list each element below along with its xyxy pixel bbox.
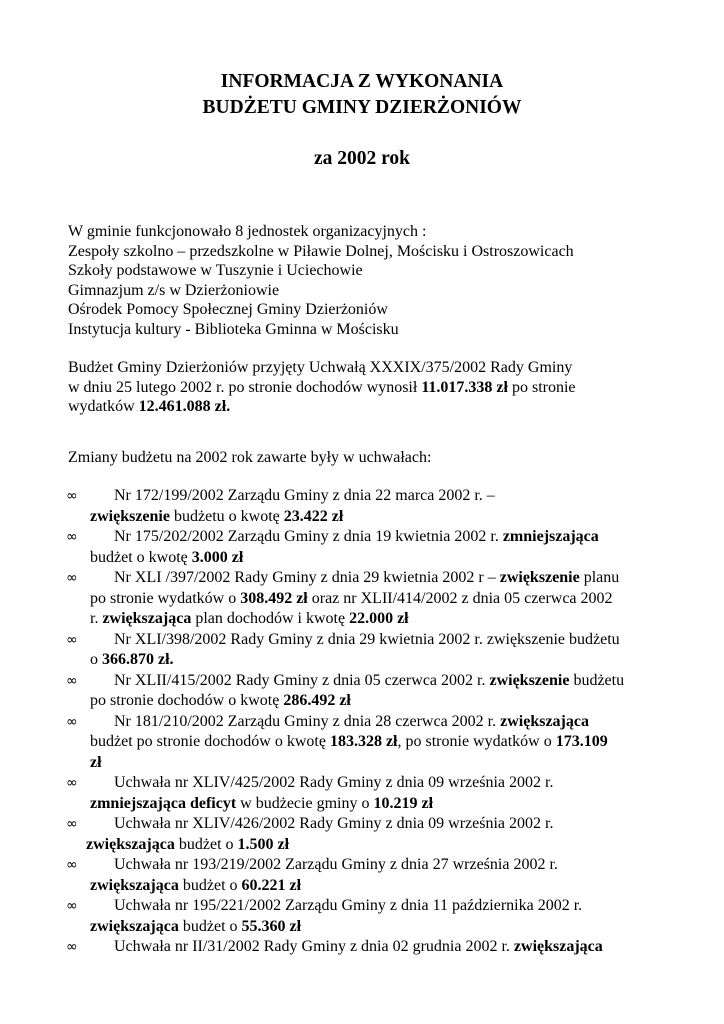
item-text: oraz nr XLII/414/2002 z dnia 05 czerwca 2002 [307, 589, 613, 607]
item-text [66, 527, 696, 548]
item-bold: zwiększająca [102, 610, 192, 627]
infinity-bullet-icon: ∞ [66, 529, 78, 545]
item-amount: 366.870 zł. [102, 651, 174, 668]
item-text: Uchwała nr XLIV/425/2002 Rady Gminy z dnia 09 września 2002 r. [114, 774, 554, 791]
intro-lead: W gminie funkcjonowało 8 jednostek organizacyjnych : [68, 223, 427, 240]
item-text [66, 712, 696, 733]
infinity-bullet-icon: ∞ [66, 898, 78, 914]
item-bold: zmniejszająca deficyt [90, 794, 237, 812]
infinity-bullet-icon: ∞ [66, 570, 78, 586]
item-text: w budżecie gminy o [236, 794, 374, 812]
item-text [66, 937, 696, 958]
item-text: budżetu [569, 671, 625, 689]
infinity-bullet-icon: ∞ [66, 713, 78, 730]
item-text: , po stronie wydatków o [397, 733, 556, 750]
item-amount: 1.500 zł [237, 835, 290, 853]
list-item [66, 630, 696, 671]
budget-text: wydatków [68, 398, 139, 415]
infinity-bullet-icon: ∞ [66, 631, 78, 648]
item-text: Nr 175/202/2002 Zarządu Gminy z dnia 19 kwietnia 2002 r. [114, 528, 503, 545]
list-item [66, 773, 696, 814]
item-text: Nr XLI/398/2002 Rady Gminy z dnia 29 kwietnia 2002 r. zwiększenie budżetu [114, 630, 620, 648]
changes-heading: Zmiany budżetu na 2002 rok zawarte były w uchwałach: [68, 449, 432, 466]
unit-item: Instytucja kultury - Biblioteka Gminna w Mościsku [68, 320, 399, 338]
list-item [66, 671, 696, 712]
list-item [66, 527, 696, 568]
item-text [66, 589, 696, 610]
item-amount: 23.422 zł [283, 507, 344, 525]
item-text: Nr XLI /397/2002 Rady Gminy z dnia 29 kwietnia 2002 r – [114, 569, 500, 586]
item-amount: 60.221 zł [241, 876, 302, 894]
item-bold: zwiększająca [90, 917, 179, 935]
item-text: Nr 181/210/2002 Zarządu Gminy z dnia 28 czerwca 2002 r. [114, 712, 501, 730]
item-bold: zwiększająca [90, 876, 179, 894]
unit-item: Zespoły szkolno – przedszkolne w Piławie Dolnej, Mościsku i Ostroszowicach [68, 242, 574, 260]
item-text: Uchwała nr 193/219/2002 Zarządu Gminy z dnia 27 września 2002 r. [114, 856, 558, 873]
item-text: r. [90, 610, 103, 627]
item-amount: 3.000 zł [191, 548, 244, 566]
item-bold: zwiększenie [90, 507, 170, 525]
item-text [66, 732, 696, 753]
item-text: budżet po stronie dochodów o kwotę [90, 733, 330, 750]
item-text [66, 609, 696, 630]
item-amount: 10.219 zł [373, 794, 434, 812]
item-bold: zwiększająca [500, 712, 589, 730]
item-text [66, 876, 696, 897]
budget-expenses: 12.461.088 zł. [138, 398, 231, 415]
item-bold: zmniejszająca [502, 528, 599, 545]
infinity-bullet-icon: ∞ [66, 939, 78, 955]
item-amount: zł [90, 753, 102, 771]
item-text [66, 548, 696, 569]
item-text [66, 835, 696, 856]
list-item [66, 855, 696, 896]
intro-section [68, 222, 688, 339]
list-item [66, 568, 696, 630]
list-item [66, 896, 696, 937]
item-text [66, 691, 696, 712]
item-amount: 173.109 [555, 733, 608, 750]
list-item [66, 486, 696, 527]
item-text: budżetu o kwotę [169, 507, 284, 525]
item-text [66, 917, 696, 938]
infinity-bullet-icon: ∞ [66, 775, 78, 791]
item-text: o [90, 651, 102, 668]
list-item [66, 814, 696, 855]
item-amount: 286.492 zł [283, 692, 351, 709]
unit-item: Szkoły podstawowe w Tuszynie i Uciechowie [68, 262, 363, 279]
document-title-line-1: INFORMACJA Z WYKONANIA [220, 71, 504, 92]
unit-item: Ośrodek Pomocy Społecznej Gminy Dzierżoniów [68, 301, 388, 318]
item-amount: 22.000 zł [349, 610, 409, 627]
document-title-year: za 2002 rok [313, 148, 411, 169]
infinity-bullet-icon: ∞ [66, 672, 78, 689]
item-text: po stronie dochodów o kwotę [90, 692, 284, 709]
infinity-bullet-icon: ∞ [66, 488, 78, 504]
resolutions-list [66, 486, 696, 958]
budget-line [68, 397, 688, 417]
item-text: budżet o kwotę [90, 548, 192, 566]
budget-income: 11.017.338 zł [421, 378, 508, 396]
item-text: Uchwała nr XLIV/426/2002 Rady Gminy z dnia 09 września 2002 r. [114, 815, 554, 832]
budget-line [68, 378, 688, 398]
item-text: po stronie wydatków o [90, 589, 241, 607]
document-title-line-2: BUDŻETU GMINY DZIERŻONIÓW [202, 97, 522, 118]
budget-text: w dniu 25 lutego 2002 r. po stronie dochodów wynosił [68, 378, 422, 396]
list-item [66, 712, 696, 774]
item-text: Uchwała nr 195/221/2002 Zarządu Gminy z dnia 11 października 2002 r. [114, 897, 583, 914]
item-text [66, 650, 696, 671]
item-bold: zwiększenie [489, 671, 570, 689]
item-text: budżet o [178, 917, 242, 935]
item-text [66, 671, 696, 692]
item-bold: zwiększająca [513, 938, 603, 955]
unit-item: Gimnazjum z/s w Dzierżoniowie [68, 281, 280, 299]
budget-line: Budżet Gminy Dzierżoniów przyjęty Uchwałą XXXIX/375/2002 Rady Gminy [68, 359, 573, 376]
list-item [66, 937, 696, 958]
item-text [66, 507, 696, 528]
item-amount: 308.492 zł [240, 589, 308, 607]
item-text: Uchwała nr II/31/2002 Rady Gminy z dnia 02 grudnia 2002 r. [114, 938, 514, 955]
item-text [66, 753, 696, 774]
item-text: budżet o [178, 876, 242, 894]
item-amount: 55.360 zł [241, 917, 302, 935]
item-amount: 183.328 zł [329, 733, 398, 750]
item-text [66, 568, 696, 589]
item-bold: zwiększająca [86, 835, 175, 853]
item-text: Nr XLII/415/2002 Rady Gminy z dnia 05 czerwca 2002 r. [114, 671, 490, 689]
item-text: budżet o [174, 835, 238, 853]
infinity-bullet-icon: ∞ [66, 857, 78, 873]
item-bold: zwiększenie [499, 569, 580, 586]
budget-paragraph [68, 358, 688, 417]
item-text: planu [579, 569, 620, 586]
item-text: plan dochodów i kwotę [191, 610, 350, 627]
infinity-bullet-icon: ∞ [66, 816, 78, 832]
item-text [66, 794, 696, 815]
item-text: Nr 172/199/2002 Zarządu Gminy z dnia 22 marca 2002 r. – [114, 487, 495, 504]
budget-text: po stronie [507, 378, 576, 396]
